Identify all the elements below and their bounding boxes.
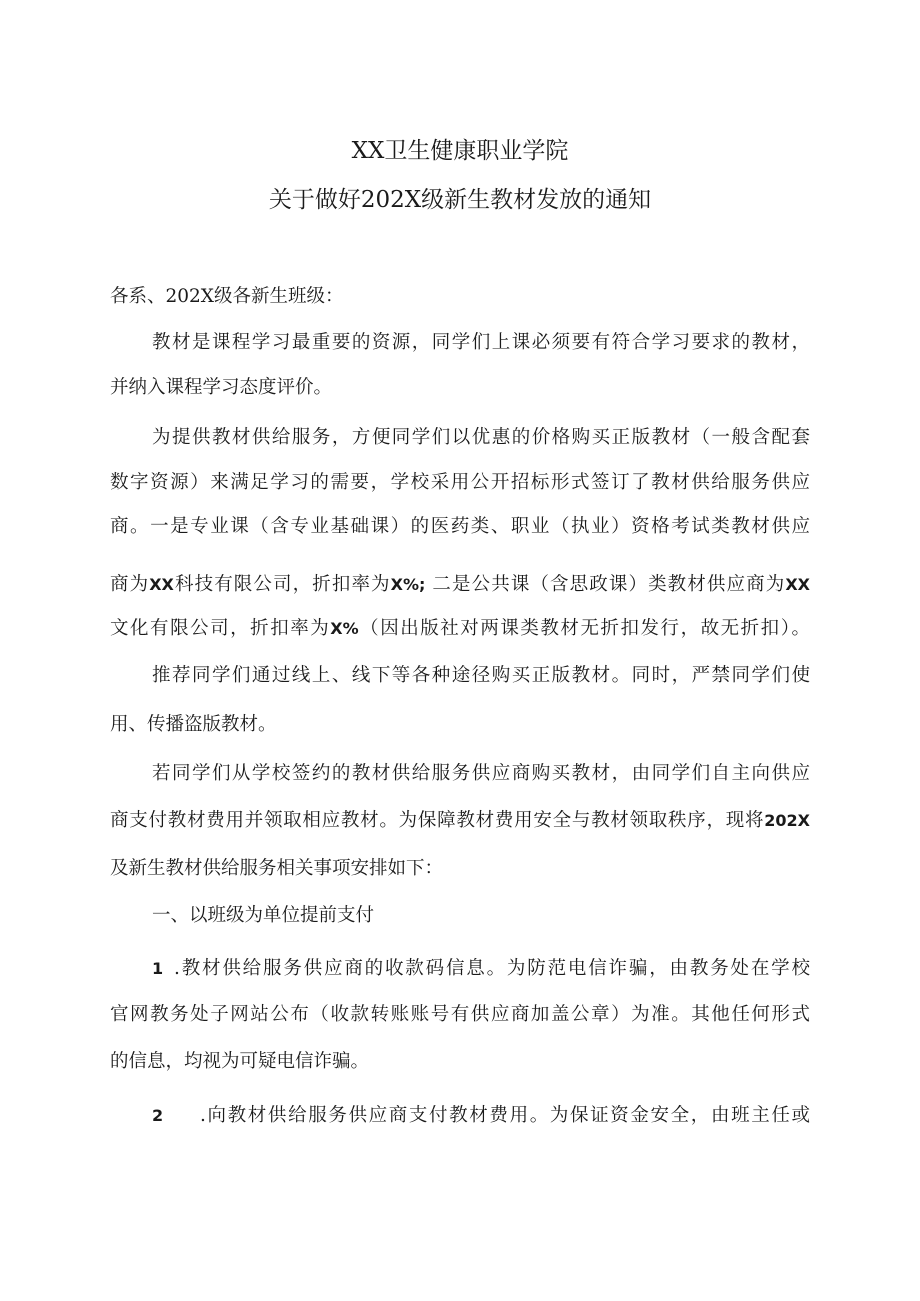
paragraph-2-line-2: 数字资源）来满足学习的需要，学校采用公开招标形式签订了教材供给服务供应 bbox=[110, 472, 810, 493]
document-title-line1: XX卫生健康职业学院 bbox=[351, 138, 569, 164]
paragraph-2-line-5: 文化有限公司，折扣率为X%（因出版社对两课类教材无折扣发行，故无折扣）。 bbox=[110, 618, 810, 639]
paragraph-4-line-1: 若同学们从学校签约的教材供给服务供应商购买教材，由同学们自主向供应 bbox=[152, 763, 810, 784]
paragraph-2-line-3: 商。一是专业课（含专业基础课）的医药类、职业（执业）资格考试类教材供应 bbox=[110, 516, 810, 537]
paragraph-3-line-2: 用、传播盗版教材。 bbox=[110, 714, 277, 735]
paragraph-1-line-2: 并纳入课程学习态度评价。 bbox=[110, 377, 333, 398]
list-item-2-line-1: .向教材供给服务供应商支付教材费用。为保证资金安全，由班主任或 bbox=[200, 1105, 810, 1126]
paragraph-3-line-1: 推荐同学们通过线上、线下等各种途径购买正版教材。同时，严禁同学们使 bbox=[152, 665, 810, 686]
list-item-2-number: 2 bbox=[152, 1106, 164, 1125]
list-item-1-line-3: 的信息，均视为可疑电信诈骗。 bbox=[110, 1051, 370, 1072]
paragraph-2-line-4: 商为XX科技有限公司，折扣率为X%; 二是公共课（含思政课）类教材供应商为XX bbox=[110, 574, 810, 595]
paragraph-1-line-1: 教材是课程学习最重要的资源，同学们上课必须要有符合学习要求的教材， bbox=[152, 332, 810, 353]
list-item-1-number: 1 bbox=[152, 959, 164, 978]
list-item-1-line-1: .教材供给服务供应商的收款码信息。为防范电信诈骗，由教务处在学校 bbox=[174, 958, 810, 979]
section-heading-1: 一、以班级为单位提前支付 bbox=[152, 905, 375, 926]
document-title-line2: 关于做好202X级新生教材发放的通知 bbox=[268, 187, 652, 213]
salutation: 各系、202X级各新生班级： bbox=[110, 286, 344, 307]
list-item-1-line-2: 官网教务处子网站公布（收款转账账号有供应商加盖公章）为准。其他任何形式 bbox=[110, 1004, 810, 1025]
paragraph-2-line-1: 为提供教材供给服务，方便同学们以优惠的价格购买正版教材（一般含配套 bbox=[152, 427, 810, 448]
paragraph-4-line-2: 商支付教材费用并领取相应教材。为保障教材费用安全与教材领取秩序，现将202X bbox=[110, 810, 810, 831]
paragraph-4-line-3: 及新生教材供给服务相关事项安排如下： bbox=[110, 858, 444, 879]
